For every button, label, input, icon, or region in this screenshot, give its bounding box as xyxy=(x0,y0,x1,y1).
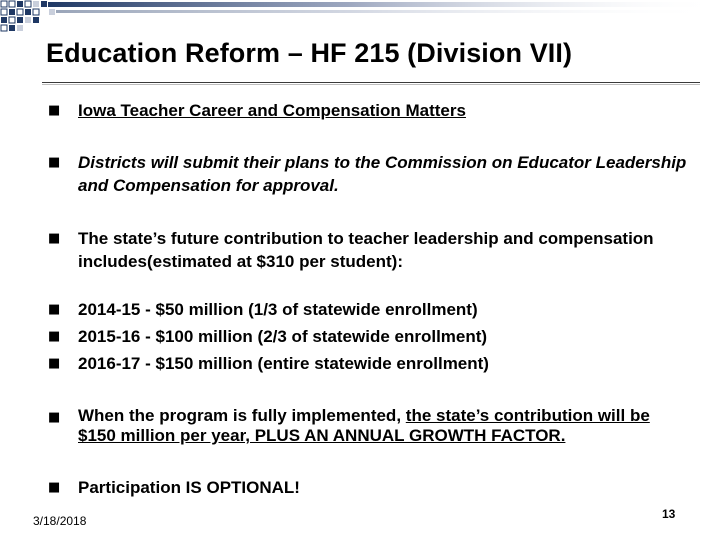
bullet-text: 2014-15 - $50 million (1/3 of statewide enrollment) xyxy=(78,300,478,319)
bullet-icon: ■ xyxy=(48,480,61,495)
title-divider xyxy=(42,82,700,83)
bullet-text xyxy=(78,406,690,446)
bullet-icon: ■ xyxy=(48,155,61,170)
slide-title: Education Reform – HF 215 (Division VII) xyxy=(46,38,573,68)
bullet-text-plain: When the program is fully implemented, xyxy=(78,406,402,425)
bullet-icon: ■ xyxy=(48,302,61,317)
title-divider-shadow xyxy=(42,84,700,85)
bullet-text-underlined: the state’s contribution will be $150 million per year, PLUS AN ANNUAL GROWTH FACTOR. xyxy=(78,406,650,445)
slide-number: 13 xyxy=(662,507,676,521)
bullet-icon: ■ xyxy=(48,231,61,246)
decorative-header-pattern xyxy=(0,0,720,38)
bullet-text: The state’s future contribution to teacher leadership and compensation includes(estimated at $310 per student): xyxy=(78,229,654,271)
bullet-text: 2016-17 - $150 million (entire statewide enrollment) xyxy=(78,354,489,373)
footer-date: 3/18/2018 xyxy=(33,514,87,528)
bullet-text: 2015-16 - $100 million (2/3 of statewide enrollment) xyxy=(78,327,488,346)
bullet-text: Participation IS OPTIONAL! xyxy=(78,478,300,497)
bullet-icon: ■ xyxy=(48,329,61,344)
bullet-icon: ■ xyxy=(48,356,61,371)
bullet-text: Iowa Teacher Career and Compensation Matters xyxy=(78,101,466,120)
bullet-text: Districts will submit their plans to the Commission on Educator Leadership and Compensation for approval. xyxy=(78,153,687,195)
bullet-icon: ■ xyxy=(48,410,61,425)
bullet-icon: ■ xyxy=(48,103,61,118)
